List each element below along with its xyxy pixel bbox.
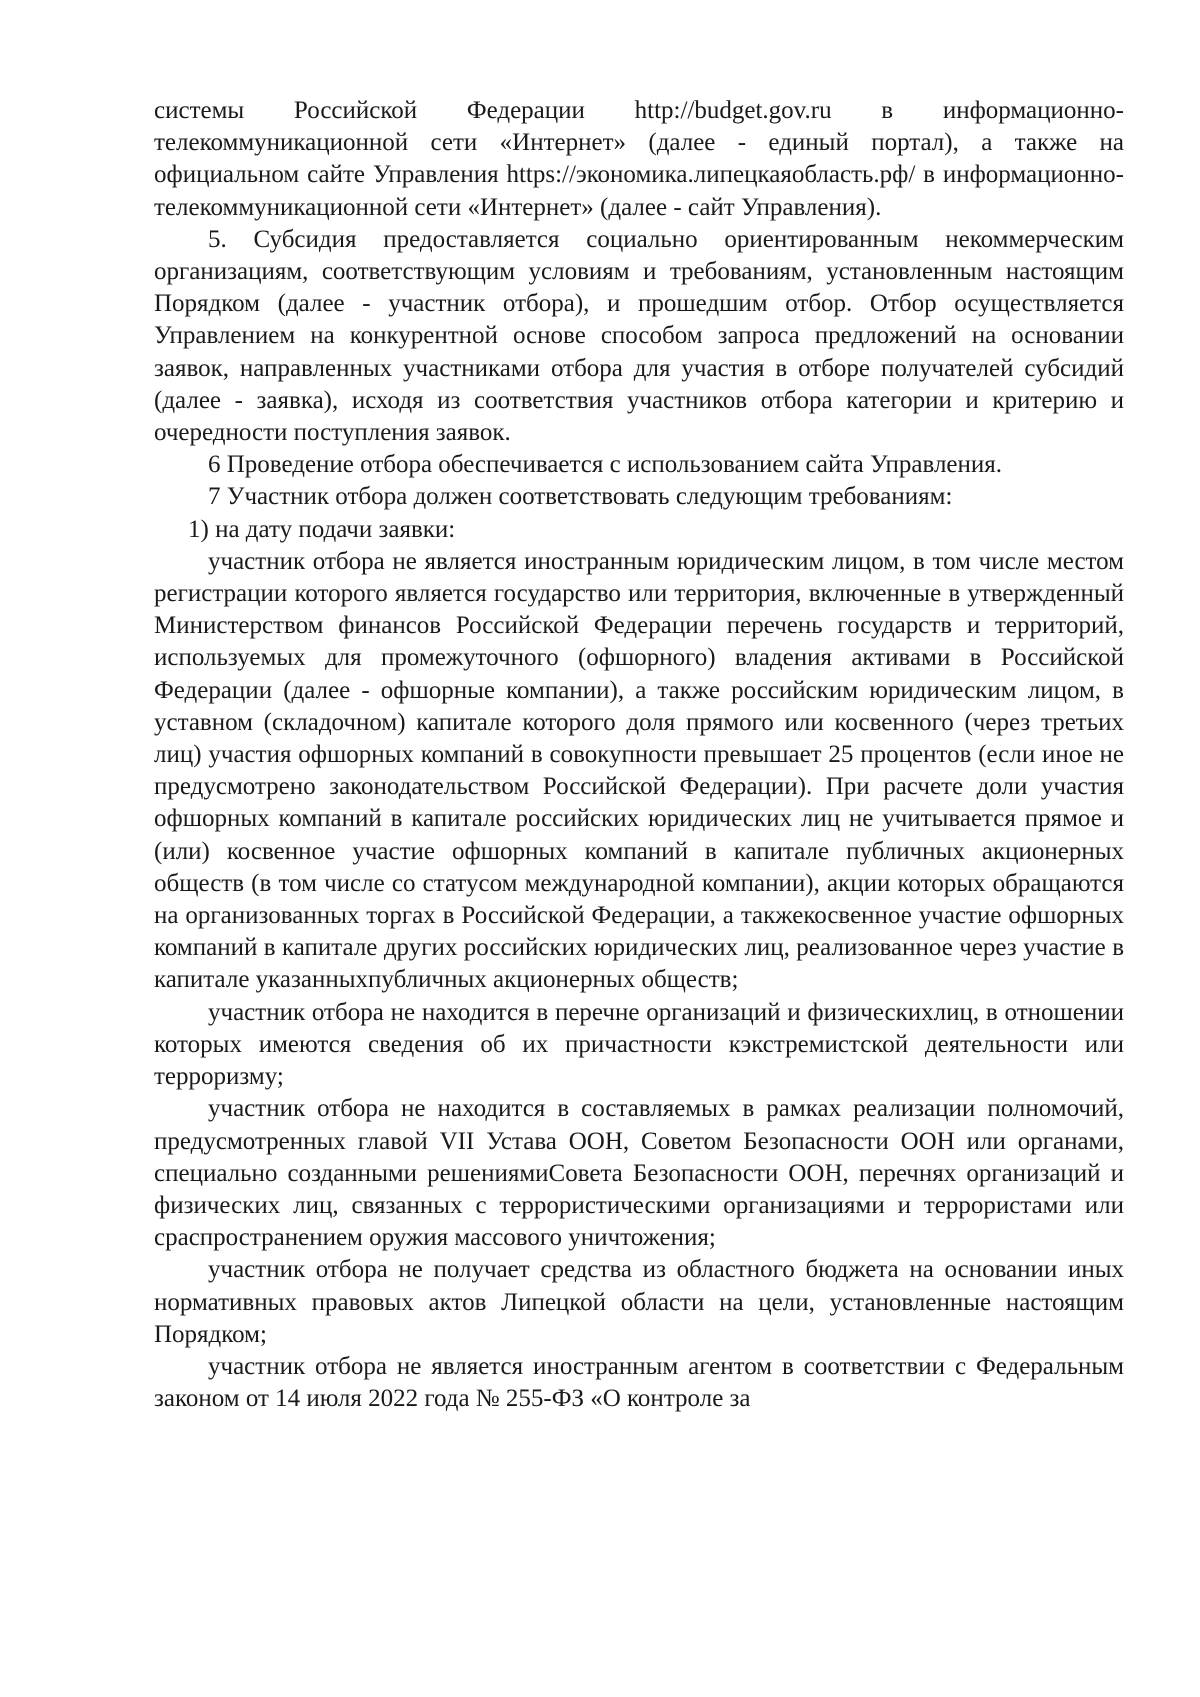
paragraph-un-sanctions-requirement: участник отбора не находится в составляемых в рамках реализации полномочий, предусмотренных главой VII Устава ООН, Советом Безопасности ООН или органами, специально созданными решениямиСовета Безопасности ООН, перечнях организаций и физических лиц, связанных с террористическими организациями и террористами или сраспространением оружия массового уничтожения; xyxy=(154,1095,1124,1252)
paragraph-foreign-agent-requirement: участник отбора не является иностранным агентом в соответствии с Федеральным законом от 14 июля 2022 года № 255-ФЗ «О контроле за xyxy=(154,1352,1124,1413)
paragraph-portal-info: системы Российской Федерации http://budget.gov.ru в информационно-телекоммуникационной сети «Интернет» (далее - единый портал), а также на официальном сайте Управления https://экономика.липецкаяобласть.рф/ в информационно- телекоммуникационной сети «Интернет» (далее - сайт Управления). xyxy=(154,97,1124,221)
paragraph-extremism-requirement: участник отбора не находится в перечне организаций и физическихлиц, в отношении которых имеются сведения об их причастности кэкстремистской деятельности или терроризму; xyxy=(154,998,1124,1091)
paragraph-subitem-1-date: 1) на дату подачи заявки: xyxy=(188,515,456,543)
paragraph-regional-budget-requirement: участник отбора не получает средства из областного бюджета на основании иных нормативных правовых актов Липецкой области на цели, установленные настоящим Порядком; xyxy=(154,1256,1124,1348)
paragraph-item-6-selection: 6 Проведение отбора обеспечивается с использованием сайта Управления. xyxy=(208,451,1003,479)
document-body xyxy=(154,95,1124,1415)
paragraph-item-7-requirements: 7 Участник отбора должен соответствовать следующим требованиям: xyxy=(208,483,953,511)
paragraph-offshore-requirement: участник отбора не является иностранным юридическим лицом, в том числе местом регистрации которого является государство или территория, включенные в утвержденный Министерством финансов Российской Федерации перечень государств и территорий, используемых для промежуточного (офшорного) владения активами в Российской Федерации (далее - офшорные компании), а также российским юридическим лицом, в уставном (складочном) капитале которого доля прямого или косвенного (через третьих лиц) участия офшорных компаний в совокупности превышает 25 процентов (если иное не предусмотрено законодательством Российской Федерации). При расчете доли участия офшорных компаний в капитале российских юридических лиц не учитывается прямое и (или) косвенное участие офшорных компаний в капитале публичных акционерных обществ (в том числе со статусом международной компании), акции которых обращаются на организованных торгах в Российской Федерации, а такжекосвенное участие офшорных компаний в капитале других российских юридических лиц, реализованное через участие в капитале указанныхпубличных акционерных обществ; xyxy=(154,547,1124,994)
paragraph-item-5-subsidy: 5. Субсидия предоставляется социально ориентированным некоммерческим организациям, соответствующим условиям и требованиям, установленным настоящим Порядком (далее - участник отбора), и прошедшим отбор. Отбор осуществляется Управлением на конкурентной основе способом запроса предложений на основании заявок, направленных участниками отбора для участия в отборе получателей субсидий (далее - заявка), исходя из соответствия участников отбора категории и критерию и очередности поступления заявок. xyxy=(154,225,1124,447)
